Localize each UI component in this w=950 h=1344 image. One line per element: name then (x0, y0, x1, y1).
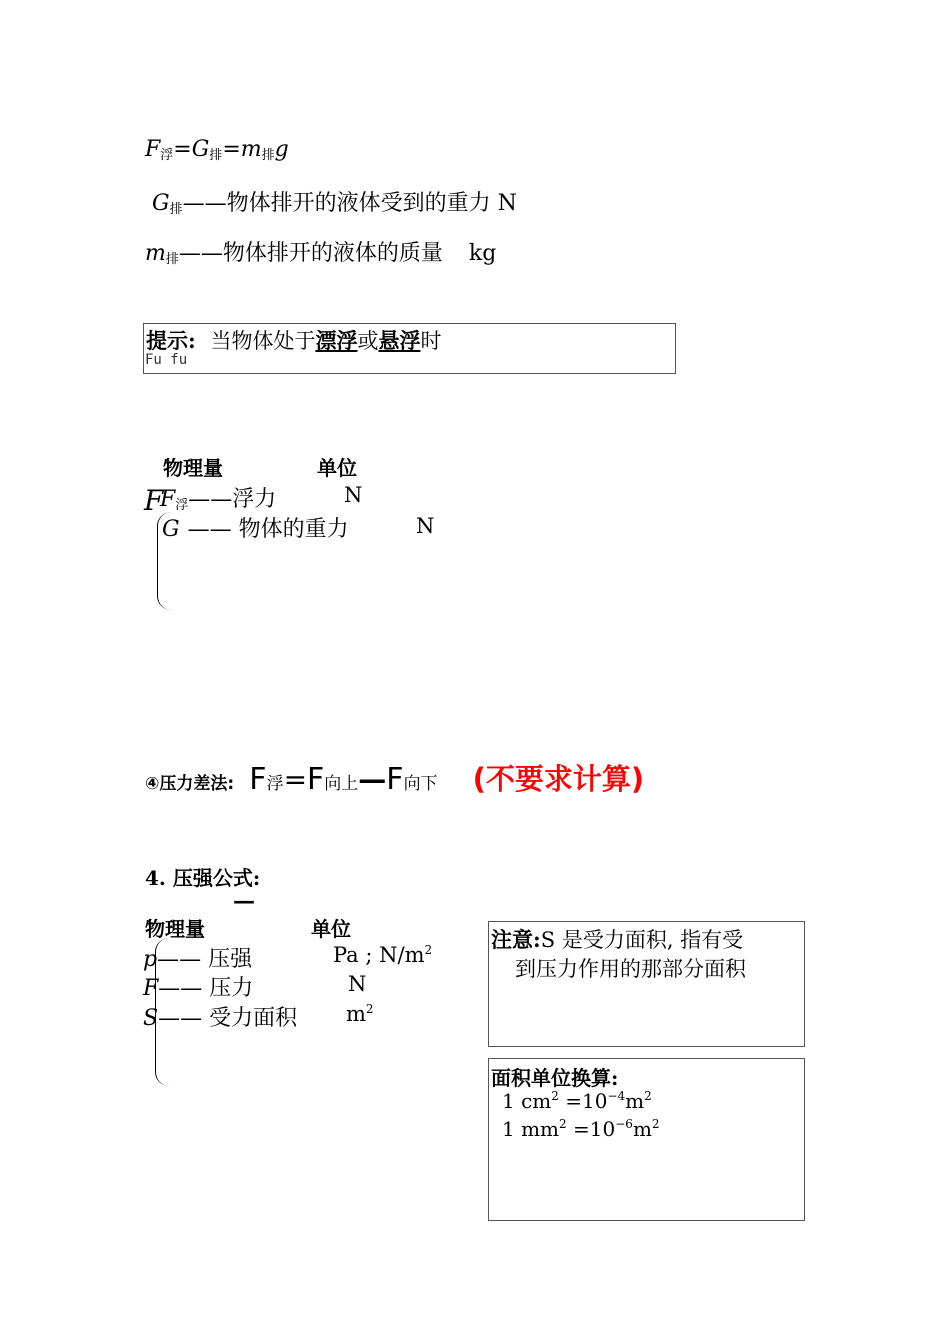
g-sub: 排 (209, 148, 223, 163)
table2-row-s (143, 1001, 297, 1032)
table2-row-s-unit (346, 1002, 374, 1026)
hint-label: 提示: (146, 328, 196, 353)
l1-b-sup: −4 (607, 1089, 626, 1103)
row2-text: —— 物体的重力 (187, 517, 349, 542)
eq1: = (173, 137, 192, 162)
l2-a-sup: 2 (559, 1117, 567, 1131)
m-symbol: m (240, 137, 262, 162)
note-line1 (491, 924, 743, 954)
area-title: 面积单位换算: (491, 1066, 619, 1090)
note-text1: S 是受力面积, 指有受 (540, 928, 744, 952)
pd-minus: — (358, 763, 387, 796)
l2-a: 1 mm (502, 1117, 560, 1141)
row-p-unit: Pa ; N/m (333, 943, 425, 967)
pd-f3: F (386, 762, 404, 797)
buoyancy-formula (145, 137, 289, 162)
def-m-line (145, 236, 496, 267)
row-p-unit-sup: 2 (424, 943, 433, 957)
l1-c: m (625, 1089, 645, 1113)
def-m-text: ——物体排开的液体的质量 (178, 241, 443, 266)
row-p-sym: p (143, 947, 158, 972)
l1-b: =10 (558, 1089, 608, 1113)
def-g-sub: 排 (169, 202, 183, 217)
area-box (488, 1058, 805, 1221)
row-s-unit-sup: 2 (365, 1002, 374, 1016)
l1-a: 1 cm (502, 1089, 552, 1113)
hint-text1: 当物体处于 (210, 329, 316, 353)
table2-row-p-unit (333, 943, 432, 967)
row-f-unit: N (348, 972, 367, 996)
def-m-sub: 排 (165, 252, 179, 267)
pd-eq: = (283, 763, 308, 796)
l1-a-sup: 2 (551, 1089, 559, 1103)
f-sub: 浮 (160, 148, 174, 163)
row1-sub: 浮 (175, 498, 189, 513)
m-sub: 排 (261, 148, 275, 163)
pd-f1: F (249, 762, 267, 797)
row-s-unit: m (346, 1002, 366, 1026)
table1-row1-unit: N (344, 483, 363, 507)
table1-header-quantity: 物理量 (163, 456, 223, 480)
l2-c-sup: 2 (651, 1117, 660, 1131)
row-p-text: —— 压强 (157, 947, 253, 972)
table2-header-quantity: 物理量 (145, 917, 205, 941)
row1-sym: F (160, 487, 176, 512)
def-m-sym: m (145, 241, 166, 266)
area-line2 (502, 1117, 660, 1141)
eq2: = (222, 137, 241, 162)
row2-sym: G (162, 517, 180, 542)
hint-text2: 时 (420, 329, 442, 353)
def-g-sym: G (152, 191, 170, 216)
row-s-sym: S (143, 1006, 159, 1031)
g-symbol: G (191, 137, 210, 162)
pd-f2: F (307, 762, 325, 797)
note-line2: 到压力作用的那部分面积 (515, 957, 746, 981)
hint-line (146, 325, 441, 355)
def-m-unit: kg (468, 241, 497, 266)
hint-floating: 漂浮 (315, 328, 358, 353)
l2-b-sup: −6 (615, 1117, 633, 1131)
table1-row2 (162, 512, 349, 543)
table1-row1 (160, 482, 276, 513)
section4-dash: — (233, 888, 255, 914)
hint-box (143, 323, 676, 374)
l2-b: =10 (566, 1117, 616, 1141)
table2-row-p (143, 942, 252, 973)
row-f-sym: F (143, 976, 159, 1001)
table1-row2-unit: N (416, 514, 435, 538)
gravity-symbol: g (274, 137, 289, 162)
pd-s2: 向上 (324, 774, 359, 794)
row-f-text: —— 压力 (158, 976, 254, 1001)
hint-suspended: 悬浮 (378, 328, 421, 353)
note-label: 注意: (491, 927, 541, 952)
pd-s1: 浮 (266, 774, 284, 794)
l2-c: m (632, 1117, 652, 1141)
def-g-text: ——物体排开的液体受到的重力 N (182, 191, 517, 216)
section4-title: 4. 压强公式: (145, 866, 261, 890)
hint-small: Fu fu (145, 352, 188, 368)
pd-note: (不要求计算) (472, 762, 645, 796)
table2-row-f-unit (348, 972, 366, 996)
table1-header-unit: 单位 (317, 456, 357, 480)
def-g-line (152, 186, 517, 217)
f-symbol: F (145, 137, 161, 162)
row1-text: ——浮力 (188, 487, 277, 512)
row-s-text: —— 受力面积 (158, 1006, 298, 1031)
l1-c-sup: 2 (644, 1089, 652, 1103)
pressure-diff-line (145, 757, 644, 798)
area-line1 (502, 1089, 652, 1113)
table1-big-f: F (144, 484, 164, 517)
pd-label: ④压力差法: (145, 774, 235, 794)
pd-s3: 向下 (403, 774, 438, 794)
note-box (488, 921, 805, 1047)
table2-row-f (143, 971, 253, 1002)
hint-or: 或 (357, 329, 379, 353)
table2-header-unit: 单位 (311, 917, 351, 941)
